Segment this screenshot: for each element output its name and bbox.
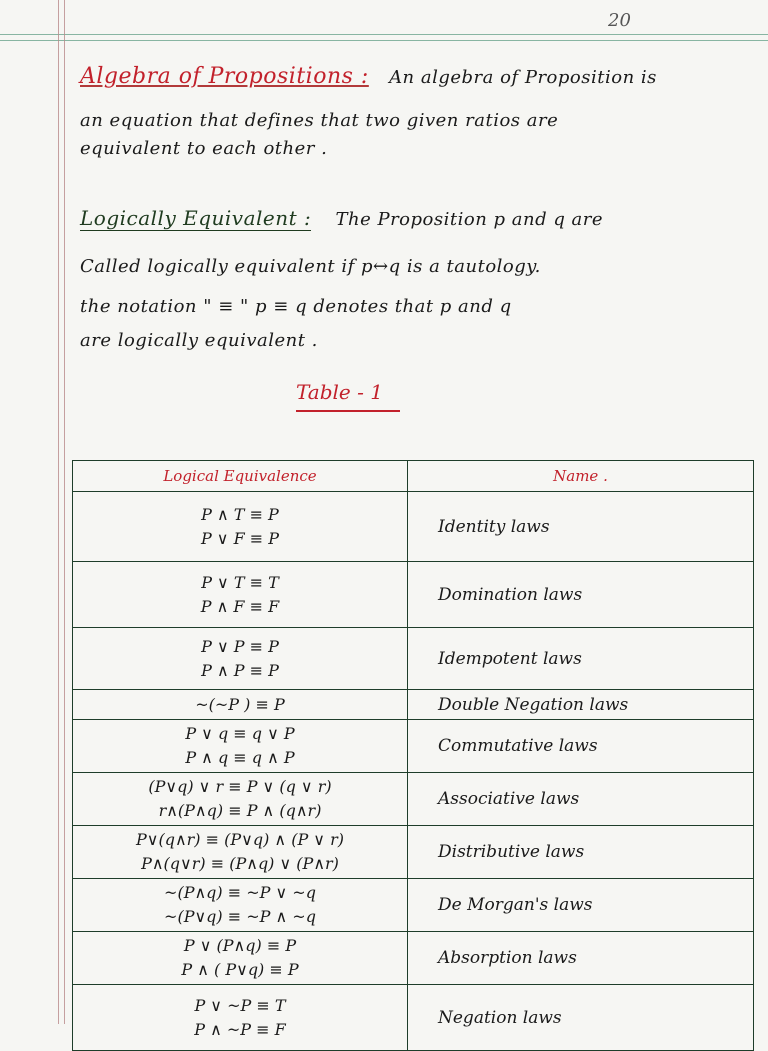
equivalence-line: P∨(q∧r) ≡ (P∨q) ∧ (P ∨ r) [135,830,344,849]
intro-line-1 [80,64,657,89]
table-row [73,879,754,932]
equivalence-line: ~(P∨q) ≡ ~P ∧ ~q [164,907,316,926]
table-row [73,932,754,985]
table-title-underline [296,410,400,412]
equivalence-line: P ∨ (P∧q) ≡ P [183,936,297,955]
equivalence-line: P ∨ P ≡ P [201,636,279,656]
header-name: Name . [408,461,754,492]
table-row [73,562,754,628]
equivalence-cell [73,879,408,932]
equivalence-cell [73,562,408,628]
table-title: Table - 1 [296,380,383,404]
equivalence-cell [73,492,408,562]
equivalence-cell [73,985,408,1051]
definition-line-2: Called logically equivalent if p↔q is a tautology. [80,256,541,277]
equivalence-table [72,460,754,1051]
equivalence-cell [73,932,408,985]
logically-equivalent-heading: Logically Equivalent : [80,206,312,230]
page-number: 20 [608,10,631,31]
table-row [73,826,754,879]
table-row [73,720,754,773]
equivalence-line: ~(~P ) ≡ P [195,694,285,714]
definition-line-1-rest: The Proposition p and q are [335,209,604,230]
definition-line-1 [80,206,603,230]
law-name: Double Negation laws [408,690,754,720]
margin-line-left [58,0,59,1024]
definition-line-4: are logically equivalent . [80,330,318,351]
header-logical-equivalence: Logical Equivalence [73,461,408,492]
top-rule-line [0,34,768,35]
table-row [73,690,754,720]
equivalence-cell [73,773,408,826]
equivalence-line: P ∨ T ≡ T [201,572,279,592]
table-row [73,492,754,562]
equivalence-cell [73,720,408,773]
law-name: De Morgan's laws [408,879,754,932]
equivalence-cell [73,628,408,690]
algebra-heading: Algebra of Propositions : [80,64,369,89]
law-name: Negation laws [408,985,754,1051]
equivalence-cell [73,826,408,879]
law-name: Commutative laws [408,720,754,773]
equivalence-line: P ∧ F ≡ F [200,596,280,616]
equivalence-line: P ∨ F ≡ P [200,528,280,548]
top-rule-line-2 [0,40,768,41]
table-row [73,628,754,690]
equivalence-line: P ∧ P ≡ P [201,660,279,680]
equivalence-line: P ∧ ( P∨q) ≡ P [181,960,299,979]
equivalence-line: P ∧ T ≡ P [201,504,279,524]
table-row [73,985,754,1051]
law-name: Identity laws [408,492,754,562]
equivalence-line: P ∨ ~P ≡ T [194,995,286,1015]
equivalence-line: P ∨ q ≡ q ∨ P [185,724,295,743]
equivalence-line: P∧(q∨r) ≡ (P∧q) ∨ (P∧r) [141,854,339,873]
equivalence-line: (P∨q) ∨ r ≡ P ∨ (q ∨ r) [148,777,332,796]
equivalence-line: r∧(P∧q) ≡ P ∧ (q∧r) [158,801,322,820]
definition-line-3: the notation " ≡ " p ≡ q denotes that p and q [80,296,512,317]
law-name: Distributive laws [408,826,754,879]
law-name: Idempotent laws [408,628,754,690]
equivalence-line: ~(P∧q) ≡ ~P ∨ ~q [164,883,316,902]
intro-line-3: equivalent to each other . [80,138,328,159]
equivalence-line: P ∧ q ≡ q ∧ P [185,748,295,767]
law-name: Absorption laws [408,932,754,985]
table-header-row [73,461,754,492]
margin-line-left-2 [64,0,65,1024]
intro-line-2: an equation that defines that two given ratios are [80,110,559,131]
table-row [73,773,754,826]
equivalence-line: P ∧ ~P ≡ F [194,1019,286,1039]
law-name: Domination laws [408,562,754,628]
intro-line-1-rest: An algebra of Proposition is [389,67,657,88]
equivalence-cell [73,690,408,720]
law-name: Associative laws [408,773,754,826]
